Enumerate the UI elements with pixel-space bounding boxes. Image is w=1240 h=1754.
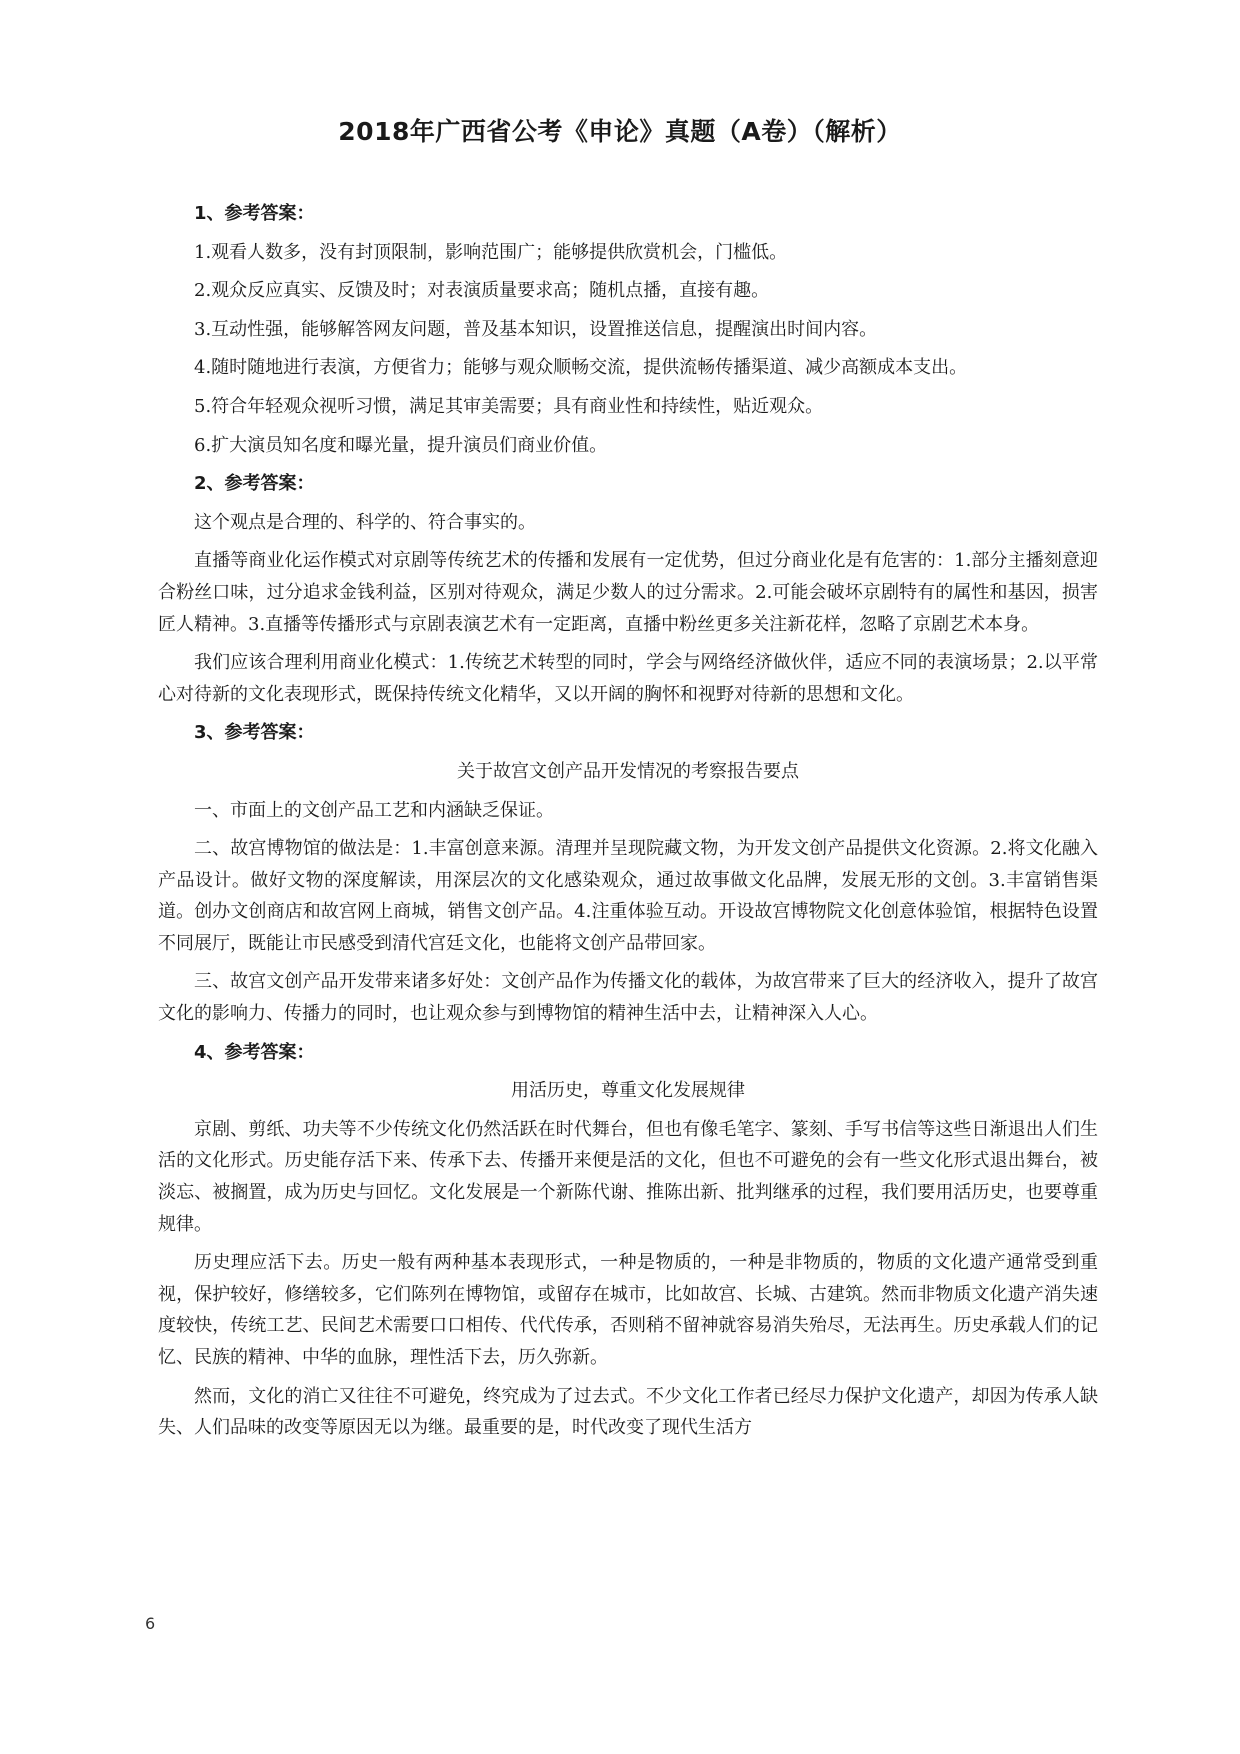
section-1-heading: 1、参考答案： [194,203,315,224]
section-2-paragraph: 我们应该合理利用商业化模式：1.传统艺术转型的同时，学会与网络经济做伙伴，适应不同的表演场景；2.以平常心对待新的文化表现形式，既保持传统文化精华，又以开阔的胸怀和视野对待新的思想和文化。 [158,652,1098,705]
section-1-point: 4.随时随地进行表演，方便省力；能够与观众顺畅交流，提供流畅传播渠道、减少高额成本支出。 [194,357,968,379]
section-1-point: 6.扩大演员知名度和曝光量，提升演员们商业价值。 [194,434,608,456]
section-4-heading: 4、参考答案： [194,1041,315,1063]
section-3-paragraph: 二、故宫博物馆的做法是：1.丰富创意来源。清理并呈现院藏文物，为开发文创产品提供文化资源。2.将文化融入产品设计。做好文物的深度解读，用深层次的文化感染观众，通过故事做文化品牌，发展无形的文创。3.丰富销售渠道。创办文创商店和故宫网上商城，销售文创产品。4.注重体验互动。开设故宫博物院文化创意体验馆，根据特色设置不同展厅，既能让市民感受到清代宫廷文化，也能将文创产品带回家。 [158,838,1098,954]
section-1-point: 1.观看人数多，没有封顶限制，影响范围广；能够提供欣赏机会，门槛低。 [194,241,788,263]
document-body [158,198,1098,1451]
section-3-subtitle: 关于故宫文创产品开发情况的考察报告要点 [457,760,799,782]
section-1-point: 5.符合年轻观众视听习惯，满足其审美需要；具有商业性和持续性，贴近观众。 [194,395,824,417]
section-3-paragraph: 一、市面上的文创产品工艺和内涵缺乏保证。 [194,799,554,821]
section-3-heading: 3、参考答案： [194,722,315,744]
section-2-paragraph: 直播等商业化运作模式对京剧等传统艺术的传播和发展有一定优势，但过分商业化是有危害的：1.部分主播刻意迎合粉丝口味，过分追求金钱利益，区别对待观众，满足少数人的过分需求。2.可能会破坏京剧特有的属性和基因，损害匠人精神。3.直播等传播形式与京剧表演艺术有一定距离，直播中粉丝更多关注新花样，忽略了京剧艺术本身。 [158,550,1098,635]
section-2-paragraph: 这个观点是合理的、科学的、符合事实的。 [194,511,536,533]
section-4-paragraph: 京剧、剪纸、功夫等不少传统文化仍然活跃在时代舞台，但也有像毛笔字、篆刻、手写书信等这些日渐退出人们生活的文化形式。历史能存活下来、传承下去、传播开来便是活的文化，但也不可避免的会有一些文化形式退出舞台，被淡忘、被搁置，成为历史与回忆。文化发展是一个新陈代谢、推陈出新、批判继承的过程，我们要用活历史，也要尊重规律。 [158,1118,1098,1235]
section-1-point: 3.互动性强，能够解答网友问题，普及基本知识，设置推送信息，提醒演出时间内容。 [194,318,878,340]
section-1-point: 2.观众反应真实、反馈及时；对表演质量要求高；随机点播，直接有趣。 [194,280,770,302]
section-4-paragraph: 历史理应活下去。历史一般有两种基本表现形式，一种是物质的，一种是非物质的，物质的文化遗产通常受到重视，保护较好，修缮较多，它们陈列在博物馆，或留存在城市，比如故宫、长城、古建筑。然而非物质文化遗产消失速度较快，传统工艺、民间艺术需要口口相传、代代传承，否则稍不留神就容易消失殆尽，无法再生。历史承载人们的记忆、民族的精神、中华的血脉，理性活下去，历久弥新。 [158,1252,1098,1368]
section-2-heading: 2、参考答案： [194,473,315,495]
section-4-subtitle: 用活历史，尊重文化发展规律 [511,1080,745,1102]
section-4-paragraph: 然而，文化的消亡又往往不可避免，终究成为了过去式。不少文化工作者已经尽力保护文化遗产，却因为传承人缺失、人们品味的改变等原因无以为继。最重要的是，时代改变了现代生活方 [158,1385,1098,1439]
section-3-paragraph: 三、故宫文创产品开发带来诸多好处：文创产品作为传播文化的载体，为故宫带来了巨大的经济收入，提升了故宫文化的影响力、传播力的同时，也让观众参与到博物馆的精神生活中去，让精神深入人心。 [158,971,1098,1025]
page-number: 6 [145,1614,156,1633]
document-title: 2018年广西省公考《申论》真题（A卷）（解析） [338,117,902,146]
